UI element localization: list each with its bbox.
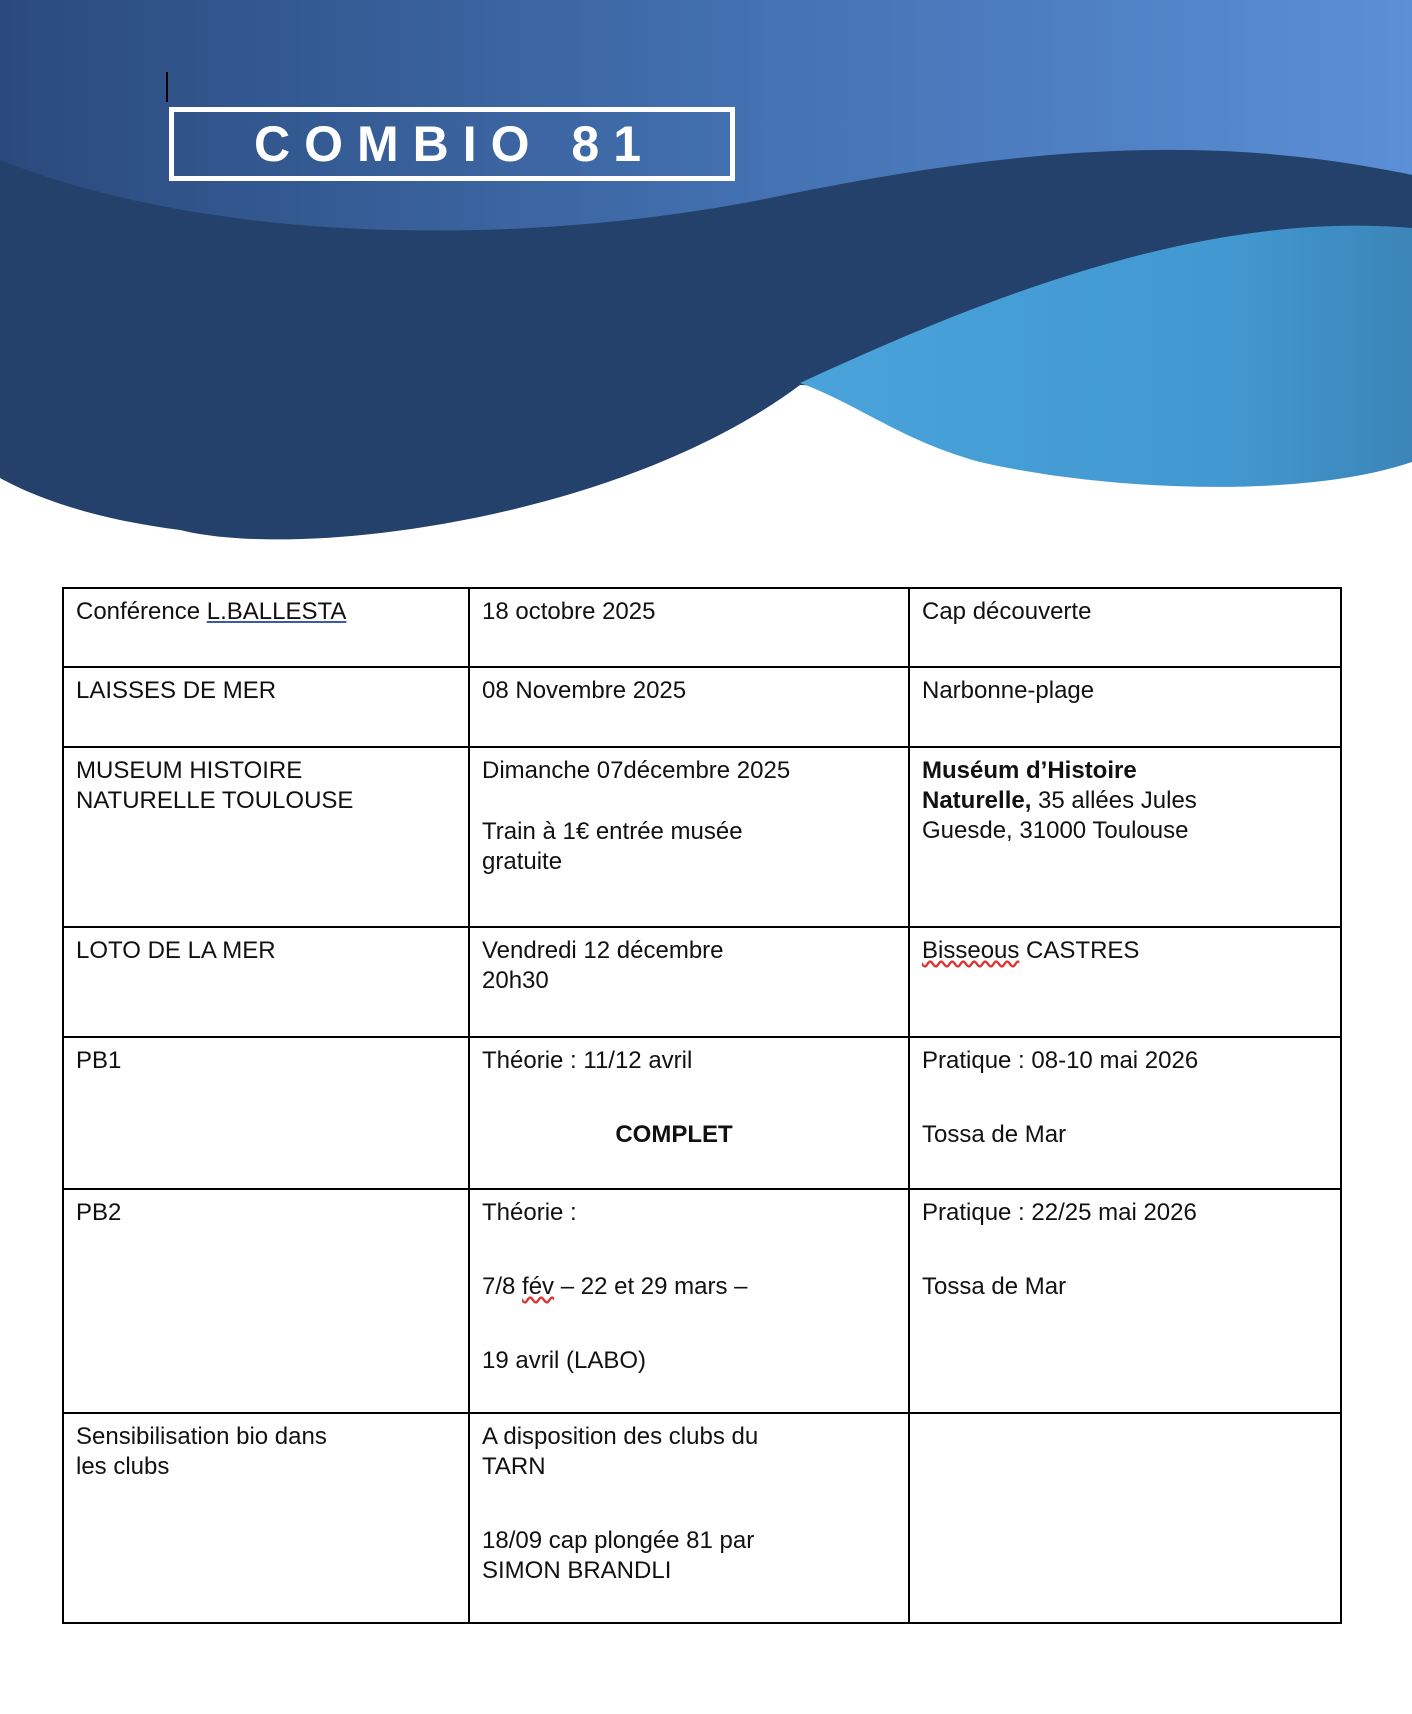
event-place-cell [909,1413,1341,1623]
event-date-cell: Théorie : 7/8 fév – 22 et 29 mars – 19 avril (LABO) [469,1189,909,1413]
event-date-cell: Vendredi 12 décembre 20h30 [469,927,909,1037]
event-date-cell: A disposition des clubs du TARN 18/09 cap plongée 81 par SIMON BRANDLI [469,1413,909,1623]
event-name-cell: MUSEUM HISTOIRE NATURELLE TOULOUSE [63,747,469,927]
event-place-cell: Bisseous CASTRES [909,927,1341,1037]
table-row [63,747,1341,927]
text-cursor [166,72,168,102]
event-name-cell: LAISSES DE MER [63,667,469,747]
wave-banner [0,0,1412,560]
event-date-cell: Dimanche 07décembre 2025 Train à 1€ entrée musée gratuite [469,747,909,927]
events-table [62,587,1342,1624]
status-badge: COMPLET [615,1121,733,1148]
event-place-cell: Pratique : 08-10 mai 2026 Tossa de Mar [909,1037,1341,1189]
event-name-cell: LOTO DE LA MER [63,927,469,1037]
event-date-cell: Théorie : 11/12 avril COMPLET [469,1037,909,1189]
event-date-cell: 08 Novembre 2025 [469,667,909,747]
event-date-cell: 18 octobre 2025 [469,588,909,667]
page-title: COMBIO 81 [254,116,656,172]
event-place-cell: Muséum d’Histoire Naturelle, 35 allées Jules Guesde, 31000 Toulouse [909,747,1341,927]
table-row [63,1189,1341,1413]
table-row [63,1037,1341,1189]
table-row [63,927,1341,1037]
event-link[interactable]: L.BALLESTA [206,598,347,625]
event-place-cell: Cap découverte [909,588,1341,667]
table-row [63,667,1341,747]
table-row [63,588,1341,667]
event-place-cell: Narbonne-plage [909,667,1341,747]
event-name-cell: Conférence L.BALLESTA [63,588,469,667]
event-name-cell: PB2 [63,1189,469,1413]
table-row [63,1413,1341,1623]
event-place-cell: Pratique : 22/25 mai 2026 Tossa de Mar [909,1189,1341,1413]
event-name-cell: PB1 [63,1037,469,1189]
event-name-cell: Sensibilisation bio dans les clubs [63,1413,469,1623]
title-box [169,107,735,181]
